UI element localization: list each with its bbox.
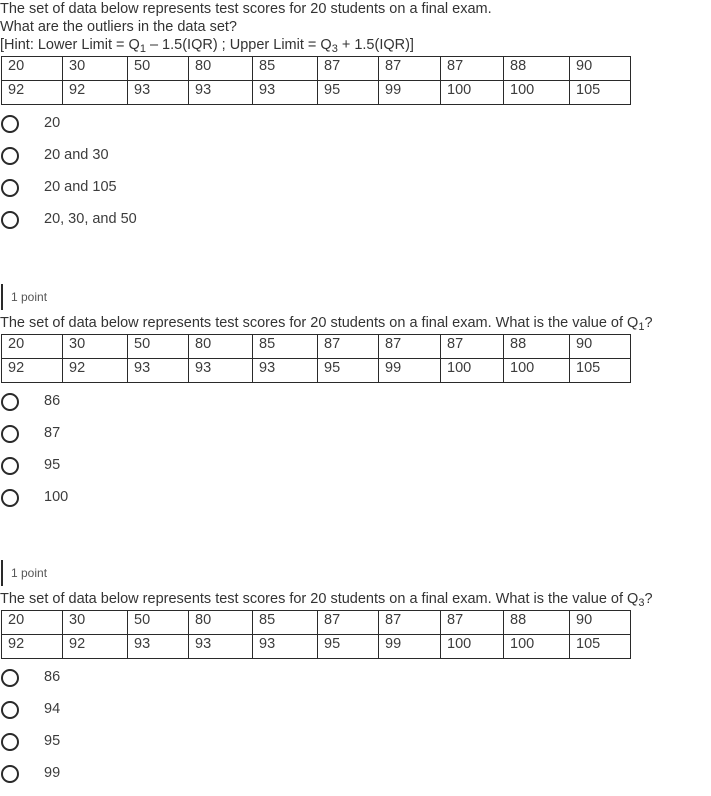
option-label: 94 [44, 701, 61, 717]
hint-part-3: + 1.5(IQR)] [337, 37, 414, 53]
table-cell: 50 [128, 335, 189, 359]
table-cell: 100 [441, 359, 504, 383]
option-label: 86 [44, 669, 61, 685]
radio-button[interactable] [1, 211, 19, 229]
table-cell: 95 [318, 359, 379, 383]
radio-button[interactable] [1, 765, 19, 783]
table-cell: 20 [2, 57, 63, 81]
radio-button[interactable] [1, 733, 19, 751]
prompt-end: ? [644, 591, 653, 607]
table-cell: 88 [504, 335, 570, 359]
table-cell: 88 [504, 57, 570, 81]
answer-options-2 [0, 392, 711, 520]
question-1 [0, 0, 711, 242]
option-label: 20 [44, 115, 61, 131]
prompt-text: The set of data below represents test scores for 20 students on a final exam. What is the value of Q [0, 591, 639, 607]
table-cell: 85 [253, 335, 318, 359]
table-cell: 100 [504, 635, 570, 659]
points-label-2: 1 point [1, 284, 47, 310]
question-1-hint [0, 36, 711, 54]
hint-part-1: [Hint: Lower Limit = Q [0, 37, 140, 53]
table-cell: 50 [128, 611, 189, 635]
answer-option[interactable] [0, 700, 711, 732]
table-cell: 100 [504, 81, 570, 105]
radio-button[interactable] [1, 669, 19, 687]
option-label: 20, 30, and 50 [44, 211, 137, 227]
radio-button[interactable] [1, 179, 19, 197]
table-cell: 93 [253, 635, 318, 659]
table-cell: 92 [2, 359, 63, 383]
radio-button[interactable] [1, 425, 19, 443]
scores-table-1 [1, 56, 631, 105]
question-2-prompt [0, 314, 711, 332]
table-cell: 105 [570, 359, 631, 383]
table-row [2, 57, 631, 81]
prompt-subscript: 3 [638, 597, 645, 609]
question-3-prompt [0, 590, 711, 608]
table-cell: 50 [128, 57, 189, 81]
radio-button[interactable] [1, 147, 19, 165]
table-row [2, 81, 631, 105]
table-cell: 20 [2, 335, 63, 359]
table-cell: 90 [570, 335, 631, 359]
table-cell: 93 [128, 81, 189, 105]
table-cell: 92 [63, 81, 128, 105]
answer-option[interactable] [0, 114, 711, 146]
table-cell: 105 [570, 635, 631, 659]
table-cell: 99 [379, 635, 441, 659]
table-cell: 93 [253, 359, 318, 383]
table-cell: 93 [253, 81, 318, 105]
table-cell: 87 [441, 611, 504, 635]
table-row [2, 335, 631, 359]
table-cell: 30 [63, 335, 128, 359]
answer-option[interactable] [0, 668, 711, 700]
scores-table-3 [1, 610, 631, 659]
table-cell: 93 [189, 359, 253, 383]
table-cell: 85 [253, 57, 318, 81]
answer-option[interactable] [0, 456, 711, 488]
table-cell: 87 [379, 57, 441, 81]
option-label: 87 [44, 425, 61, 441]
option-label: 95 [44, 457, 61, 473]
table-row [2, 635, 631, 659]
radio-button[interactable] [1, 115, 19, 133]
table-row [2, 611, 631, 635]
table-cell: 100 [504, 359, 570, 383]
table-cell: 92 [63, 359, 128, 383]
table-cell: 93 [189, 81, 253, 105]
table-cell: 87 [441, 57, 504, 81]
radio-button[interactable] [1, 701, 19, 719]
question-2 [0, 314, 711, 520]
table-cell: 87 [318, 335, 379, 359]
points-label-3: 1 point [1, 560, 47, 586]
option-label: 100 [44, 489, 69, 505]
scores-table-2 [1, 334, 631, 383]
option-label: 20 and 30 [44, 147, 109, 163]
table-cell: 105 [570, 81, 631, 105]
table-cell: 87 [318, 57, 379, 81]
table-cell: 99 [379, 81, 441, 105]
table-cell: 90 [570, 57, 631, 81]
answer-option[interactable] [0, 732, 711, 764]
option-label: 20 and 105 [44, 179, 117, 195]
table-cell: 88 [504, 611, 570, 635]
table-cell: 87 [379, 335, 441, 359]
table-cell: 85 [253, 611, 318, 635]
table-cell: 100 [441, 635, 504, 659]
hint-subscript-1: 1 [139, 43, 146, 55]
answer-option[interactable] [0, 392, 711, 424]
prompt-subscript: 1 [638, 321, 645, 333]
answer-option[interactable] [0, 178, 711, 210]
option-label: 99 [44, 765, 61, 781]
question-1-text-line-1: The set of data below represents test scores for 20 students on a final exam. [0, 1, 492, 17]
table-cell: 93 [189, 635, 253, 659]
table-cell: 95 [318, 81, 379, 105]
table-cell: 80 [189, 611, 253, 635]
question-3 [0, 590, 711, 796]
table-cell: 20 [2, 611, 63, 635]
table-cell: 30 [63, 611, 128, 635]
radio-button[interactable] [1, 489, 19, 507]
option-label: 86 [44, 393, 61, 409]
table-cell: 87 [441, 335, 504, 359]
answer-options-3 [0, 668, 711, 796]
hint-subscript-3: 3 [331, 43, 338, 55]
table-cell: 92 [63, 635, 128, 659]
table-cell: 92 [2, 81, 63, 105]
option-label: 95 [44, 733, 61, 749]
table-cell: 87 [318, 611, 379, 635]
table-cell: 93 [128, 635, 189, 659]
table-cell: 100 [441, 81, 504, 105]
table-cell: 30 [63, 57, 128, 81]
table-cell: 99 [379, 359, 441, 383]
table-cell: 80 [189, 335, 253, 359]
prompt-end: ? [644, 315, 653, 331]
table-row [2, 359, 631, 383]
prompt-text: The set of data below represents test scores for 20 students on a final exam. What is the value of Q [0, 315, 639, 331]
table-cell: 93 [128, 359, 189, 383]
question-1-text-line-2: What are the outliers in the data set? [0, 19, 237, 35]
radio-button[interactable] [1, 393, 19, 411]
answer-option[interactable] [0, 764, 711, 796]
table-cell: 95 [318, 635, 379, 659]
answer-option[interactable] [0, 424, 711, 456]
answer-option[interactable] [0, 210, 711, 242]
table-cell: 87 [379, 611, 441, 635]
answer-option[interactable] [0, 146, 711, 178]
table-cell: 90 [570, 611, 631, 635]
answer-option[interactable] [0, 488, 711, 520]
radio-button[interactable] [1, 457, 19, 475]
table-cell: 92 [2, 635, 63, 659]
hint-part-2: – 1.5(IQR) ; Upper Limit = Q [145, 37, 332, 53]
table-cell: 80 [189, 57, 253, 81]
answer-options-1 [0, 114, 711, 242]
